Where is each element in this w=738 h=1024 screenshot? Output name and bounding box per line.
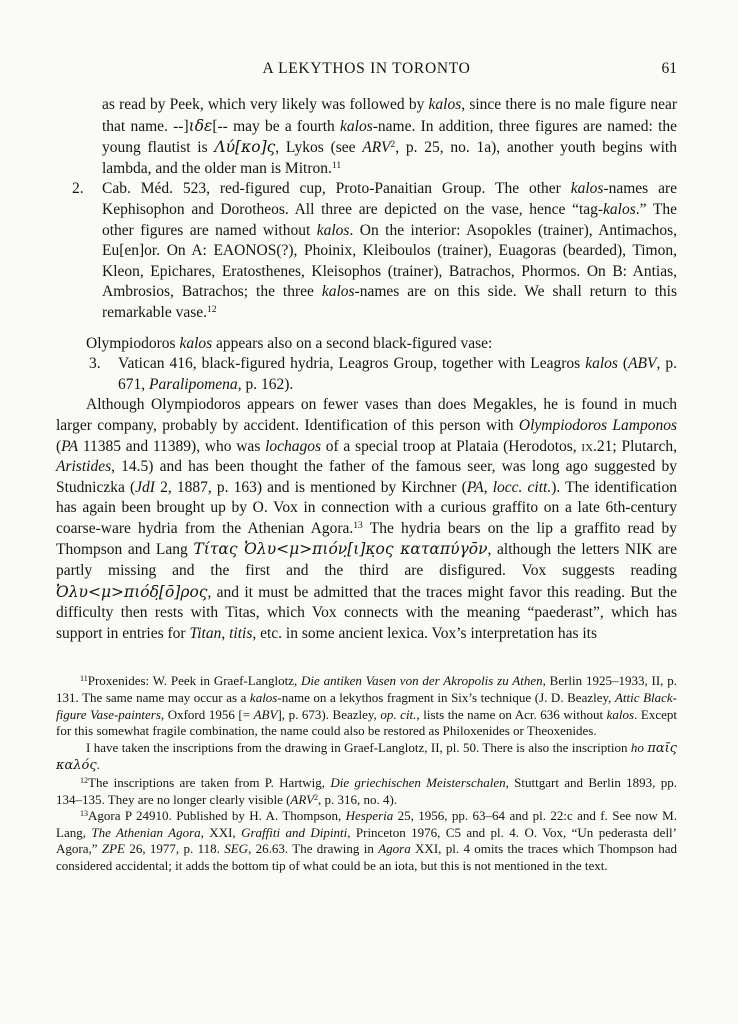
text-block (56, 60, 677, 875)
list-item-3-number: 3. (89, 355, 101, 373)
footnote-11-part-2: I have taken the inscriptions from the drawing in Graef-Langlotz, II, pl. 50. There is also the inscription ho παῖς καλός. (56, 739, 678, 774)
running-title: A LEKYTHOS IN TORONTO (262, 60, 471, 77)
paragraph-although: Although Olympiodoros appears on fewer vases than does Megakles, he is found in much larger company, probably by accident. Identification of this person with Olympiodoros Lamponos (PA 11385 and 11389), who was lochagos of a special troop at Plataia (Herodotos, ix.21; Plutarch, Aristides, 14.5) and has been thought the father of the famous seer, was long ago suggested by Studniczka (JdI 2, 1887, p. 163) and is mentioned by Kirchner (PA, locc. citt.). The identification has again been brought up by O. Vox in connection with a curious graffito on a late 6th-century coarse-ware hydria from the Athenian Agora.$^{13}$ The hydria bears on the lip a graffito read by Thompson and Lang Τίτας Ὀλυ<μ>πιόν̣[ι]κ̣ος καταπύγōν, although the letters NIK are partly missing and the first and the third are disfigured. Vox suggests reading Ὀλυ<μ>πιόδ̣[ō]ρος, and it must be admitted that the traces might favor this reading. But the difficulty then rests with Titas, which Vox connects with the meaning “paederast”, which has support in entries for Titan, titis, etc. in some ancient lexica. Vox’s interpretation has its (56, 396, 677, 642)
page-header (56, 60, 677, 78)
list-item-2 (56, 179, 677, 323)
list-item-1-continuation: as read by Peek, which very likely was followed by kalos, since there is no male figure near that name. --]ιδε[-- may be a fourth kalos-name. In addition, three figures are named: the young flautist is Λύ[κο]ς, Lykos (see ARV$^2$, p. 25, no. 1a), another youth begins with lambda, and the older man is Mitron.$^{11}$ (102, 96, 678, 177)
footnote-12: $^{12}$The inscriptions are taken from P. Hartwig, Die griechischen Meisterschalen, Stuttgart and Berlin 1893, pp. 134–135. They are no longer clearly visible (ARV$^2$, p. 316, no. 4). (56, 775, 677, 807)
list-item-3-text: Vatican 416, black-figured hydria, Leagros Group, together with Leagros kalos (ABV, p. 671, Paralipomena, p. 162). (118, 355, 677, 393)
main-text (56, 95, 677, 644)
footnote-13: $^{13}$Agora P 24910. Published by H. A. Thompson, Hesperia 25, 1956, pp. 63–64 and pl. 22:c and f. See now M. Lang, The Athenian Agora, XXI, Graffiti and Dipinti, Princeton 1976, C5 and pl. 4. O. Vox, “Un pederasta dell’ Agora,” ZPE 26, 1977, p. 118. SEG, 26.63. The drawing in Agora XXI, pl. 4 omits the traces which Thompson had considered accidental; it adds the bottom tip of what could be an iota, but this is not mentioned in the text. (56, 808, 677, 873)
paragraph-olympiodoros: Olympiodoros kalos appears also on a second black-figured vase: (86, 334, 493, 352)
list-item-3 (56, 354, 677, 395)
footnote-11-part-1: $^{11}$Proxenides: W. Peek in Graef-Langlotz, Die antiken Vasen von der Akropolis zu Athen, Berlin 1925–1933, II, p. 131. The same name may occur as a kalos-name on a lekythos fragment in Six’s technique (J. D. Beazley, Attic Black-figure Vase-painters, Oxford 1956 [= ABV], p. 673). Beazley, op. cit., lists the name on Acr. 636 without kalos. Except for this somewhat fragile combination, the name could also be restored as Philoxenides or Theoxenides. (56, 673, 678, 739)
footnotes-section (56, 673, 677, 874)
page-number: 61 (661, 60, 677, 77)
list-item-2-text: Cab. Méd. 523, red-figured cup, Proto-Panaitian Group. The other kalos-names are Kephisophon and Dorotheos. All three are depicted on the vase, hence “tag-kalos.” The other figures are named without kalos. On the interior: Asopokles (trainer), Antimachos, Eu[en]or. On A: EAONOS(?), Phoinix, Kleiboulos (trainer), Euagoras (bearded), Timon, Kleon, Epichares, Eratosthenes, Kleisophos (trainer), Batrachos, Phormos. On B: Antias, Ambrosios, Batrachos; the three kalos-names are on this side. We shall return to this remarkable vase.$^{12}$ (102, 180, 677, 321)
list-item-2-number: 2. (72, 180, 84, 198)
